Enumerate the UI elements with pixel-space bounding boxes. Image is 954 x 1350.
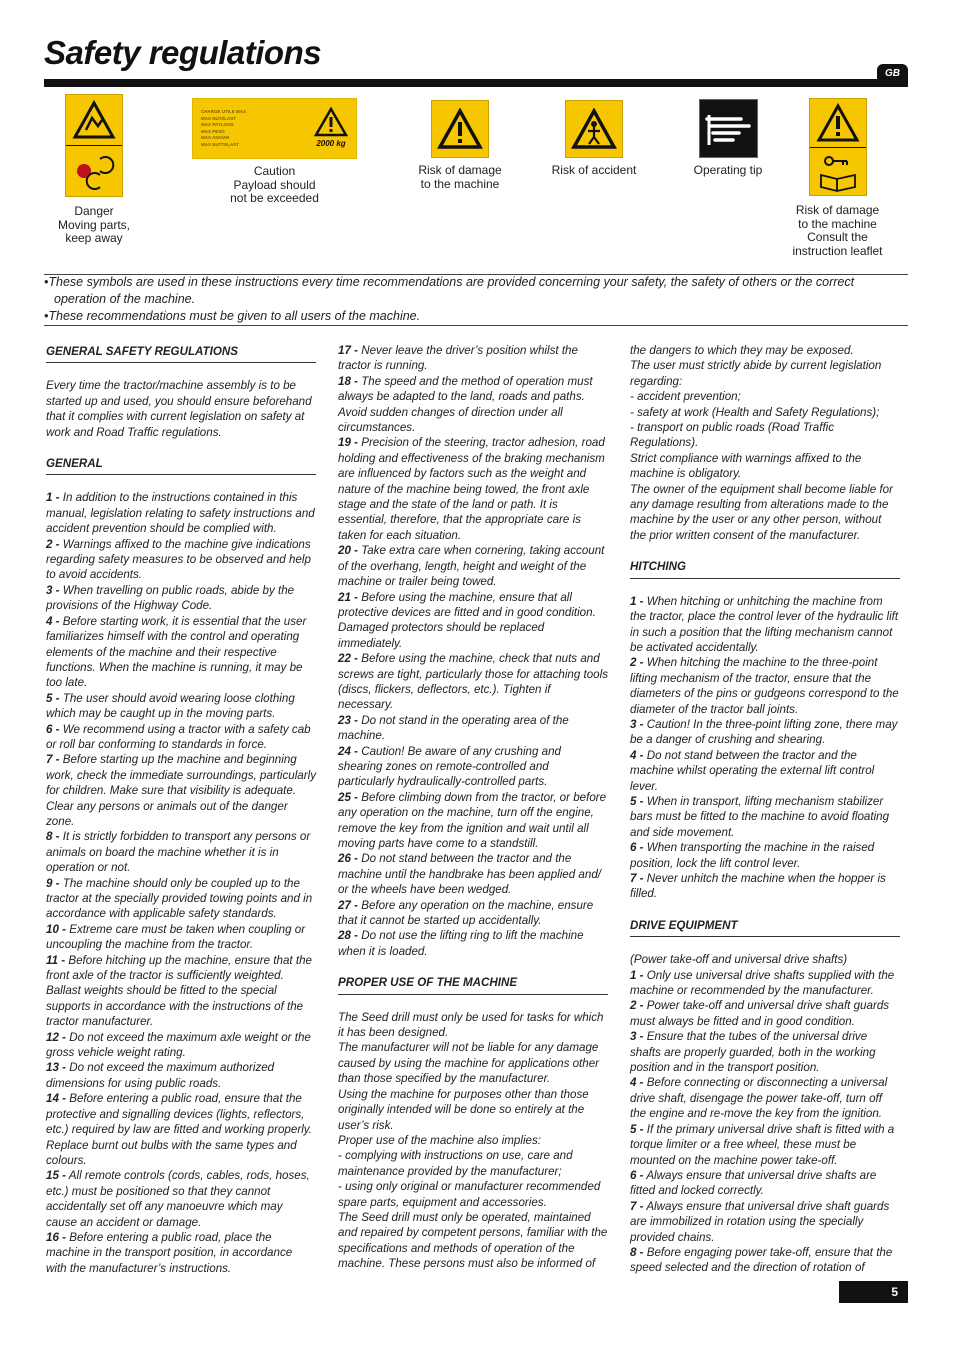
symbol-caption: Risk of accident <box>551 163 637 177</box>
list-item: 17 - Never leave the driver’s position whilst the tractor is running. <box>338 344 578 373</box>
list-item: 4 - Do not stand between the tractor and the machine whilst operating the external lift control lever. <box>630 748 875 793</box>
page-number: 5 <box>839 1281 908 1303</box>
paragraph: - using only original or manufacturer recommended spare parts, equipment and accessories. <box>338 1180 601 1209</box>
payload-label-line: MAX PAYLOAD <box>201 122 234 127</box>
drive-subtitle: (Power take-off and universal drive shafts) <box>630 953 848 967</box>
paragraph: The owner of the equipment shall become liable for any damage resulting from alterations made to the machine by the user or any other person, without the prior written consent of the manufacturer. <box>630 482 893 542</box>
list-item: 3 - Ensure that the tubes of the universal drive shafts are properly guarded, both in the working position and in the transport position. <box>630 1030 876 1075</box>
symbol-consult-leaflet <box>785 98 890 258</box>
list-item: 8 - Before engaging power take-off, ensure that the speed selected and the direction of rotation of <box>630 1245 893 1275</box>
symbol-risk-accident <box>544 100 644 178</box>
payload-label-line: MAX PESO <box>201 128 225 134</box>
column-3 <box>630 343 900 1276</box>
list-item: 18 - The speed and the method of operation must always be adapted to the land, roads and paths. Avoid sudden changes of direction under all circumstances. <box>338 374 593 435</box>
symbol-payload <box>192 98 357 206</box>
list-item: 2 - Power take-off and universal drive shaft guards must always be fitted and in good condition. <box>630 999 890 1028</box>
list-item: 3 - When travelling on public roads, abide by the provisions of the Highway Code. <box>46 583 295 613</box>
payload-warning-label-icon <box>192 98 357 159</box>
list-item: 6 - When transporting the machine in the raised position, lock the lift control lever. <box>630 841 875 870</box>
paragraph: Proper use of the machine also implies: <box>338 1133 541 1147</box>
list-item: 4 - Before connecting or disconnecting a universal drive shaft, disengage the power take-off, turn off the engine and re-move the key from the ignition. <box>630 1076 888 1121</box>
paragraph: - safety at work (Health and Safety Regulations); <box>630 405 880 419</box>
list-item: 14 - Before entering a public road, ensure that the protective and signalling devices (lights, reflectors, etc.) required by law are fitted and working properly. Replace burnt out bulbs with the same types and colours. <box>46 1092 312 1167</box>
page-title: Safety regulations <box>44 34 322 71</box>
section-heading-hitching: HITCHING <box>630 558 900 578</box>
intro-notes <box>44 274 904 325</box>
list-item: 3 - Caution! In the three-point lifting zone, there may be a danger of crushing and shearing. <box>630 717 898 747</box>
general-safety-text: Every time the tractor/machine assembly is to be started up and used, you should ensure beforehand that it complies with current legislation on safety at work and Road Traffic regulations. <box>46 379 312 439</box>
paragraph: - complying with instructions on use, care and maintenance provided by the manufacturer; <box>338 1149 573 1178</box>
list-item: 1 - In addition to the instructions contained in this manual, legislation relating to safety instructions and accident prevention should be complied with. <box>46 491 315 536</box>
list-item: 24 - Caution! Be aware of any crushing and shearing zones on remote-controlled and particularly hydraulically-controlled parts. <box>338 744 561 789</box>
section-heading-general: GENERAL <box>46 455 316 475</box>
list-item: 4 - Before starting work, it is essential that the user familiarizes himself with the control and operating elements of the machine and their respective functions. When the machine is running, it may be too late. <box>46 614 307 690</box>
list-item: 27 - Before any operation on the machine, ensure that it cannot be started up accidentally. <box>338 898 594 928</box>
list-item: 19 - Precision of the steering, tractor adhesion, road holding and effectiveness of the braking mechanism are influenced by factors such as the weight and nature of the machine being towed, the front axle stage and the state of the land or path. It is essential, therefore, that the appropriate care is taken for each situation. <box>338 436 605 542</box>
list-item: 16 - Before entering a public road, place the machine in the transport position, in accordance with the manufacturer’s instructions. <box>46 1230 293 1275</box>
column-1 <box>46 343 316 1276</box>
payload-value: 2000 kg <box>316 138 346 148</box>
list-item: 6 - We recommend using a tractor with a safety cab or roll bar conforming to standards in force. <box>46 722 311 751</box>
list-item: 11 - Before hitching up the machine, ensure that the front axle of the tractor is sufficiently weighted. Ballast weights should be fitted to the special supports in accordance with the instructions of the tractor manufacturer. <box>46 953 312 1029</box>
paragraph: Strict compliance with warnings affixed to the machine is obligatory. <box>630 451 862 481</box>
list-item: 2 - When hitching the machine to the three-point lifting mechanism of the tractor, ensure that the diameters of the pins or gudgeons correspond to the diameter of the tractor ball joints. <box>630 656 899 716</box>
list-item: 1 - Only use universal drive shafts supplied with the machine or recommended by the manufacturer. <box>630 968 895 998</box>
symbol-risk-damage <box>410 100 510 191</box>
list-item: 20 - Take extra care when cornering, taking account of the overhang, length, height and weight of the machine or trailer being towed. <box>338 544 605 589</box>
lang-tab: GB <box>877 64 908 84</box>
payload-label-line: MAX ANVIAR <box>201 135 230 140</box>
list-item: 8 - It is strictly forbidden to transport any persons or animals on board the machine whether it is in operation or not. <box>46 830 311 875</box>
consult-leaflet-icon <box>809 98 867 196</box>
list-item: 23 - Do not stand in the operating area of the machine. <box>338 713 569 743</box>
pointing-hand-icon <box>699 99 758 158</box>
symbol-caption: Risk of damage to the machine <box>418 163 502 191</box>
column-2 <box>338 343 608 1272</box>
list-item: 7 - Always ensure that universal drive shaft guards are immobilized in rotation using the specially provided chains. <box>630 1199 890 1244</box>
list-item: 28 - Do not use the lifting ring to lift the machine when it is loaded. <box>338 929 584 958</box>
list-item: 9 - The machine should only be coupled up to the tractor at the specially provided towing points and in accordance with applicable safety standards. <box>46 876 313 921</box>
intro-bottom-rule <box>44 325 908 326</box>
accident-warning-icon <box>565 100 623 158</box>
paragraph: Using the machine for purposes other than those originally intended will be done so entirely at the user’s risk. <box>338 1087 589 1132</box>
title-rule <box>44 79 908 87</box>
section-heading-general-safety: GENERAL SAFETY REGULATIONS <box>46 343 316 363</box>
list-item: 26 - Do not stand between the tractor and the machine until the handbrake has been applied and/ or the wheels have been wedged. <box>338 852 601 897</box>
list-item: 22 - Before using the machine, check that nuts and screws are tight, particularly those for attaching tools (discs, flickers, deflectors, etc.). Tighten if necessary. <box>338 652 609 712</box>
symbol-caption: Caution Payload should not be exceeded <box>230 164 319 205</box>
payload-label-line: CHARGE UTILE MAX <box>201 109 246 114</box>
list-item: 25 - Before climbing down from the tractor, or before any operation on the machine, turn off the engine, remove the key from the ignition and wait until all moving parts have come to a standstill. <box>338 790 607 850</box>
intro-note: •These recommendations must be given to all users of the machine. <box>44 309 421 323</box>
list-item: 7 - Before starting up the machine and beginning work, check the immediate surroundings, particularly for children. Make sure that visibility is adequate. Clear any persons or animals out of the danger zone. <box>46 753 316 828</box>
paragraph: - transport on public roads (Road Traffic Regulations). <box>630 421 835 450</box>
paragraph: The Seed drill must only be used for tasks for which it has been designed. <box>338 1010 604 1040</box>
list-item: 5 - When in transport, lifting mechanism stabilizer bars must be fitted to the machine to avoid floating and side movement. <box>630 794 890 839</box>
paragraph: The Seed drill must only be operated, maintained and repaired by competent persons, familiar with the specifications and methods of operation of the machine. These persons must also be informed of <box>338 1210 608 1271</box>
paragraph: the dangers to which they may be exposed. <box>630 344 854 357</box>
list-item: 15 - All remote controls (cords, cables, rods, hoses, etc.) must be positioned so that they cannot accidentally set off any manoeuvre which may cause an accident or damage. <box>46 1169 310 1229</box>
paragraph: The manufacturer will not be liable for any damage caused by using the machine for applications other than those specified by the manufacturer. <box>338 1041 600 1086</box>
symbol-caption: Danger Moving parts, keep away <box>57 204 131 245</box>
list-item: 13 - Do not exceed the maximum authorized dimensions for using public roads. <box>46 1061 275 1090</box>
symbol-caption: Operating tip <box>693 163 763 177</box>
list-item: 1 - When hitching or unhitching the machine from the tractor, place the control lever of the hydraulic lift in such a position that the lifting mechanism cannot be activated accidentally. <box>630 594 899 654</box>
paragraph: - accident prevention; <box>630 390 741 404</box>
list-item: 5 - If the primary universal drive shaft is fitted with a torque limiter or a free wheel, these must be mounted on the machine power take-off. <box>630 1122 895 1167</box>
list-item: 5 - The user should avoid wearing loose clothing which may be caught up in the moving parts. <box>46 691 295 721</box>
list-item: 2 - Warnings affixed to the machine give indications regarding safety measures to be observed and help to avoid accidents. <box>46 537 311 582</box>
list-item: 21 - Before using the machine, ensure that all protective devices are fitted and in good condition. Damaged protectors should be replaced immediately. <box>338 590 596 650</box>
payload-label-line: MAX NUTZLAST <box>201 115 236 121</box>
moving-parts-warning-icon <box>65 94 123 197</box>
intro-note: •These symbols are used in these instructions every time recommendations are provided concerning your safety, the safety of others or the correct operation of the machine. <box>44 275 855 306</box>
section-heading-proper-use: PROPER USE OF THE MACHINE <box>338 974 608 994</box>
warning-triangle-icon <box>431 100 489 158</box>
section-heading-drive-equipment: DRIVE EQUIPMENT <box>630 917 900 937</box>
symbol-caption: Risk of damage to the machine Consult the instruction leaflet <box>792 203 883 258</box>
list-item: 6 - Always ensure that universal drive shafts are fitted and locked correctly. <box>630 1168 877 1198</box>
list-item: 12 - Do not exceed the maximum axle weight or the gross vehicle weight rating. <box>46 1030 311 1060</box>
symbol-operating-tip <box>678 99 778 178</box>
paragraph: The user must strictly abide by current legislation regarding: <box>630 359 882 388</box>
list-item: 7 - Never unhitch the machine when the hopper is filled. <box>630 872 886 901</box>
list-item: 10 - Extreme care must be taken when coupling or uncoupling the machine from the tractor. <box>46 922 306 952</box>
payload-label-line: MAX NUTTELAST <box>201 141 239 147</box>
symbol-moving-parts <box>44 94 144 246</box>
